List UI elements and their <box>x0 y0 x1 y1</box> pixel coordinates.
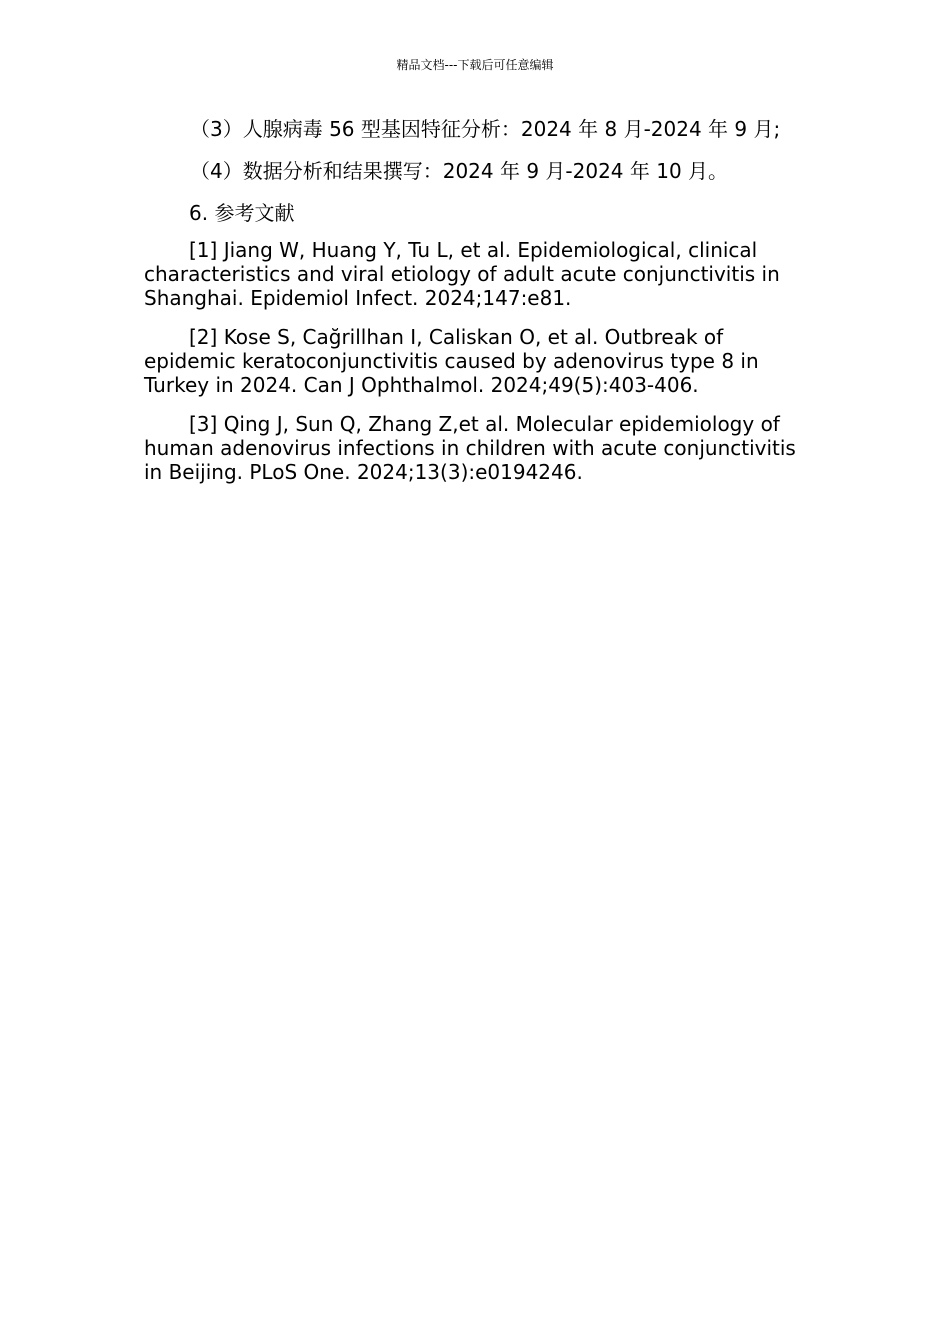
reference-1: [1] Jiang W, Huang Y, Tu L, et al. Epidemiological, clinical characteristics and viral etiology of adult acute conjunctivitis in Shanghai. Epidemiol Infect. 2024;147:e81. <box>144 238 780 310</box>
schedule-item-3: （3）人腺病毒 56 型基因特征分析：2024 年 8 月-2024 年 9 月; <box>190 117 781 141</box>
schedule-item-4: （4）数据分析和结果撰写：2024 年 9 月-2024 年 10 月。 <box>190 159 729 183</box>
page-header: 精品文档---下载后可任意编辑 <box>396 58 554 72</box>
document-body <box>144 116 808 499</box>
reference-2: [2] Kose S, Cağrillhan I, Caliskan O, et al. Outbreak of epidemic keratoconjunctivitis caused by adenovirus type 8 in Turkey in 2024. Can J Ophthalmol. 2024;49(5):403-406. <box>144 325 759 397</box>
references-heading: 6. 参考文献 <box>189 201 295 225</box>
reference-3: [3] Qing J, Sun Q, Zhang Z,et al. Molecular epidemiology of human adenovirus infections in children with acute conjunctivitis in Beijing. PLoS One. 2024;13(3):e0194246. <box>144 412 796 484</box>
